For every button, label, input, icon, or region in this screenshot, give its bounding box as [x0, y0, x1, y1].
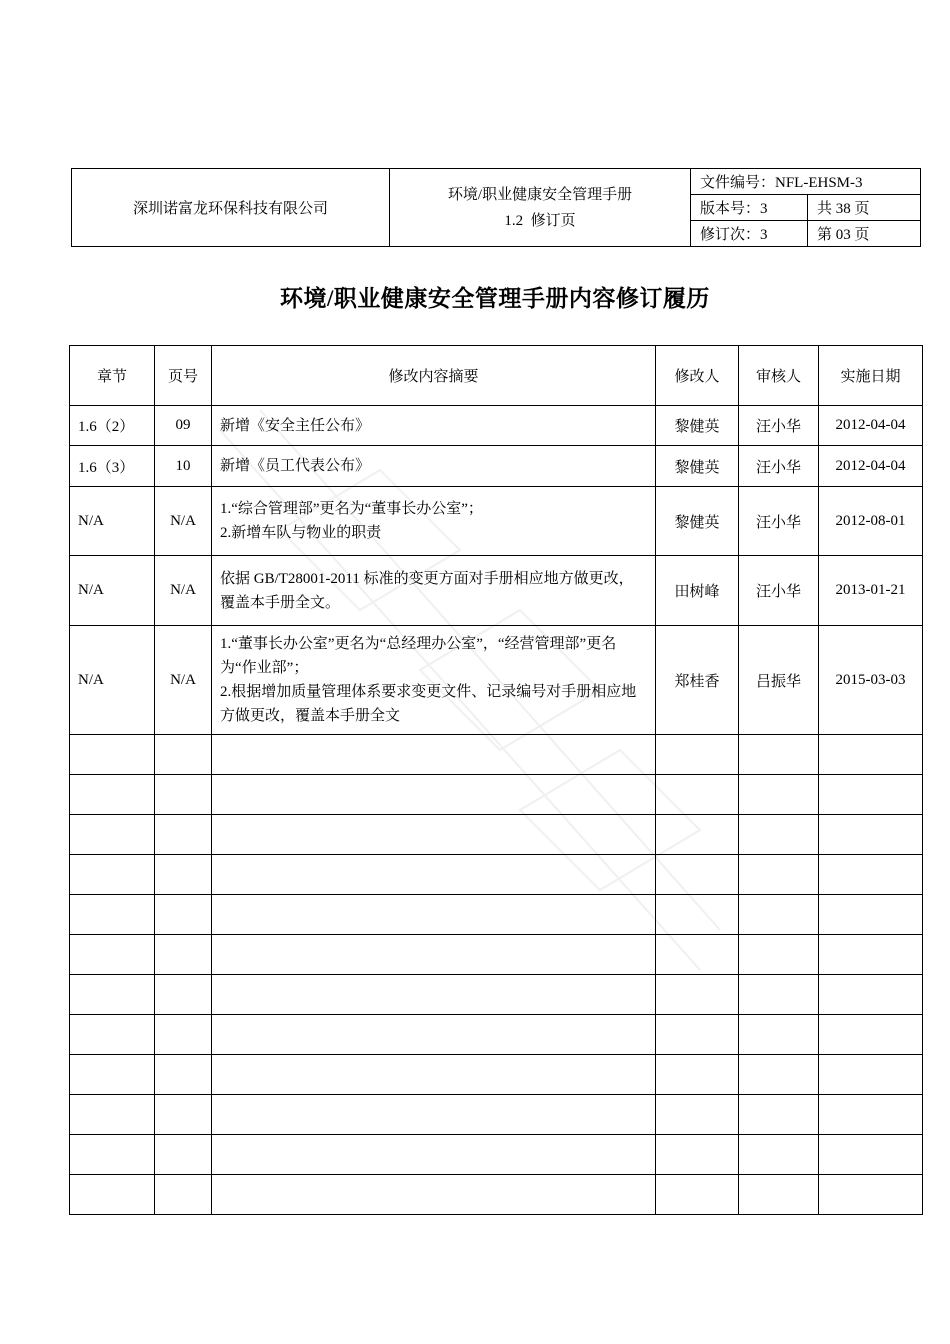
empty-cell: [819, 775, 923, 815]
manual-title: 环境/职业健康安全管理手册: [447, 186, 633, 203]
empty-row: [70, 1175, 923, 1215]
revision-number: 修订次：3: [691, 221, 808, 247]
empty-cell: [212, 815, 656, 855]
empty-cell: [819, 1015, 923, 1055]
cell-summary: [212, 446, 656, 487]
empty-cell: [212, 855, 656, 895]
empty-cell: [212, 1055, 656, 1095]
table-row: [70, 446, 923, 487]
cell-section: 1.6（3）: [70, 446, 155, 487]
cell-modifier: 田树峰: [656, 556, 739, 626]
col-header-section: 章节: [70, 346, 155, 406]
cell-page: N/A: [155, 487, 212, 556]
empty-cell: [70, 975, 155, 1015]
col-header-reviewer: 审核人: [739, 346, 819, 406]
empty-row: [70, 1055, 923, 1095]
empty-row: [70, 855, 923, 895]
empty-cell: [212, 775, 656, 815]
table-header-row: [70, 346, 923, 406]
empty-cell: [656, 775, 739, 815]
summary-line: 2.新增车队与物业的职责: [220, 525, 382, 541]
empty-cell: [155, 1175, 212, 1215]
col-header-page: 页号: [155, 346, 212, 406]
cell-page: N/A: [155, 626, 212, 735]
empty-cell: [819, 935, 923, 975]
empty-cell: [656, 1175, 739, 1215]
empty-cell: [70, 935, 155, 975]
empty-cell: [739, 855, 819, 895]
empty-cell: [739, 895, 819, 935]
empty-row: [70, 935, 923, 975]
empty-cell: [819, 895, 923, 935]
empty-cell: [155, 1015, 212, 1055]
cell-modifier: 黎健英: [656, 487, 739, 556]
empty-cell: [70, 895, 155, 935]
cell-date: 2012-04-04: [819, 446, 923, 487]
cell-summary: [212, 406, 656, 446]
empty-cell: [739, 815, 819, 855]
page-title: 环境/职业健康安全管理手册内容修订履历: [280, 286, 710, 311]
empty-cell: [155, 1135, 212, 1175]
cell-date: 2012-08-01: [819, 487, 923, 556]
empty-row: [70, 735, 923, 775]
empty-cell: [155, 735, 212, 775]
cell-date: 2015-03-03: [819, 626, 923, 735]
cell-reviewer: 吕振华: [739, 626, 819, 735]
empty-cell: [656, 815, 739, 855]
cell-reviewer: 汪小华: [739, 446, 819, 487]
empty-row: [70, 815, 923, 855]
cell-page: 10: [155, 446, 212, 487]
empty-cell: [212, 735, 656, 775]
empty-cell: [70, 1095, 155, 1135]
empty-cell: [656, 895, 739, 935]
empty-row: [70, 1015, 923, 1055]
empty-cell: [155, 895, 212, 935]
empty-cell: [819, 855, 923, 895]
cell-modifier: 郑桂香: [656, 626, 739, 735]
empty-cell: [656, 1095, 739, 1135]
empty-cell: [656, 855, 739, 895]
empty-cell: [739, 1055, 819, 1095]
empty-row: [70, 775, 923, 815]
summary-line: 1.“综合管理部”更名为“董事长办公室”；: [220, 501, 483, 517]
col-header-modifier: 修改人: [656, 346, 739, 406]
total-pages: 共 38 页: [808, 195, 921, 221]
empty-cell: [70, 855, 155, 895]
empty-cell: [656, 735, 739, 775]
empty-cell: [739, 975, 819, 1015]
empty-cell: [739, 735, 819, 775]
empty-cell: [819, 735, 923, 775]
version-number: 版本号：3: [691, 195, 808, 221]
empty-cell: [212, 935, 656, 975]
document-header: [71, 168, 921, 247]
empty-cell: [212, 1135, 656, 1175]
cell-modifier: 黎健英: [656, 406, 739, 446]
summary-line: 依据 GB/T28001-2011 标准的变更方面对手册相应地方做更改，覆盖本手册全文。: [220, 570, 634, 611]
empty-row: [70, 1095, 923, 1135]
col-header-summary: 修改内容摘要: [212, 346, 656, 406]
col-header-date: 实施日期: [819, 346, 923, 406]
empty-cell: [819, 1175, 923, 1215]
empty-cell: [70, 735, 155, 775]
empty-cell: [155, 775, 212, 815]
empty-cell: [155, 975, 212, 1015]
empty-cell: [70, 815, 155, 855]
empty-cell: [212, 895, 656, 935]
cell-reviewer: 汪小华: [739, 487, 819, 556]
cell-section: N/A: [70, 487, 155, 556]
section-label: 1.2 修订页: [504, 212, 576, 229]
empty-cell: [155, 935, 212, 975]
empty-cell: [656, 1055, 739, 1095]
summary-line: 新增《员工代表公布》: [220, 458, 371, 474]
empty-cell: [819, 815, 923, 855]
empty-cell: [819, 975, 923, 1015]
empty-cell: [739, 775, 819, 815]
empty-cell: [70, 1015, 155, 1055]
empty-cell: [739, 1135, 819, 1175]
empty-cell: [70, 1135, 155, 1175]
manual-title-cell: [390, 169, 691, 247]
empty-cell: [656, 935, 739, 975]
empty-cell: [739, 1095, 819, 1135]
empty-cell: [212, 1015, 656, 1055]
table-row: [70, 626, 923, 735]
cell-date: 2012-04-04: [819, 406, 923, 446]
empty-cell: [155, 855, 212, 895]
revision-table: [69, 345, 923, 1215]
cell-page: N/A: [155, 556, 212, 626]
empty-cell: [656, 975, 739, 1015]
empty-cell: [70, 775, 155, 815]
cell-reviewer: 汪小华: [739, 406, 819, 446]
empty-row: [70, 975, 923, 1015]
empty-cell: [70, 1055, 155, 1095]
empty-cell: [819, 1055, 923, 1095]
doc-number: 文件编号：NFL-EHSM-3: [691, 169, 921, 195]
cell-reviewer: 汪小华: [739, 556, 819, 626]
empty-cell: [739, 935, 819, 975]
empty-row: [70, 1135, 923, 1175]
cell-summary: [212, 487, 656, 556]
cell-section: N/A: [70, 626, 155, 735]
table-row: [70, 556, 923, 626]
empty-cell: [656, 1135, 739, 1175]
summary-line: 2.根据增加质量管理体系要求变更文件、记录编号对手册相应地方做更改，覆盖本手册全文: [220, 684, 637, 724]
empty-cell: [155, 815, 212, 855]
cell-summary: [212, 626, 656, 735]
empty-row: [70, 895, 923, 935]
cell-modifier: 黎健英: [656, 446, 739, 487]
empty-cell: [212, 975, 656, 1015]
empty-cell: [70, 1175, 155, 1215]
empty-cell: [212, 1175, 656, 1215]
summary-line: 1.“董事长办公室”更名为“总经理办公室”，“经营管理部”更名为“作业部”；: [220, 636, 617, 676]
page-number: 第 03 页: [808, 221, 921, 247]
empty-cell: [155, 1055, 212, 1095]
company-name: 深圳诺富龙环保科技有限公司: [72, 169, 390, 247]
table-row: [70, 406, 923, 446]
cell-page: 09: [155, 406, 212, 446]
cell-date: 2013-01-21: [819, 556, 923, 626]
empty-cell: [656, 1015, 739, 1055]
cell-summary: [212, 556, 656, 626]
cell-section: N/A: [70, 556, 155, 626]
summary-line: 新增《安全主任公布》: [220, 417, 371, 434]
table-row: [70, 487, 923, 556]
empty-cell: [819, 1135, 923, 1175]
empty-cell: [155, 1095, 212, 1135]
empty-cell: [739, 1015, 819, 1055]
empty-cell: [819, 1095, 923, 1135]
cell-section: 1.6（2）: [70, 406, 155, 446]
empty-cell: [212, 1095, 656, 1135]
empty-cell: [739, 1175, 819, 1215]
